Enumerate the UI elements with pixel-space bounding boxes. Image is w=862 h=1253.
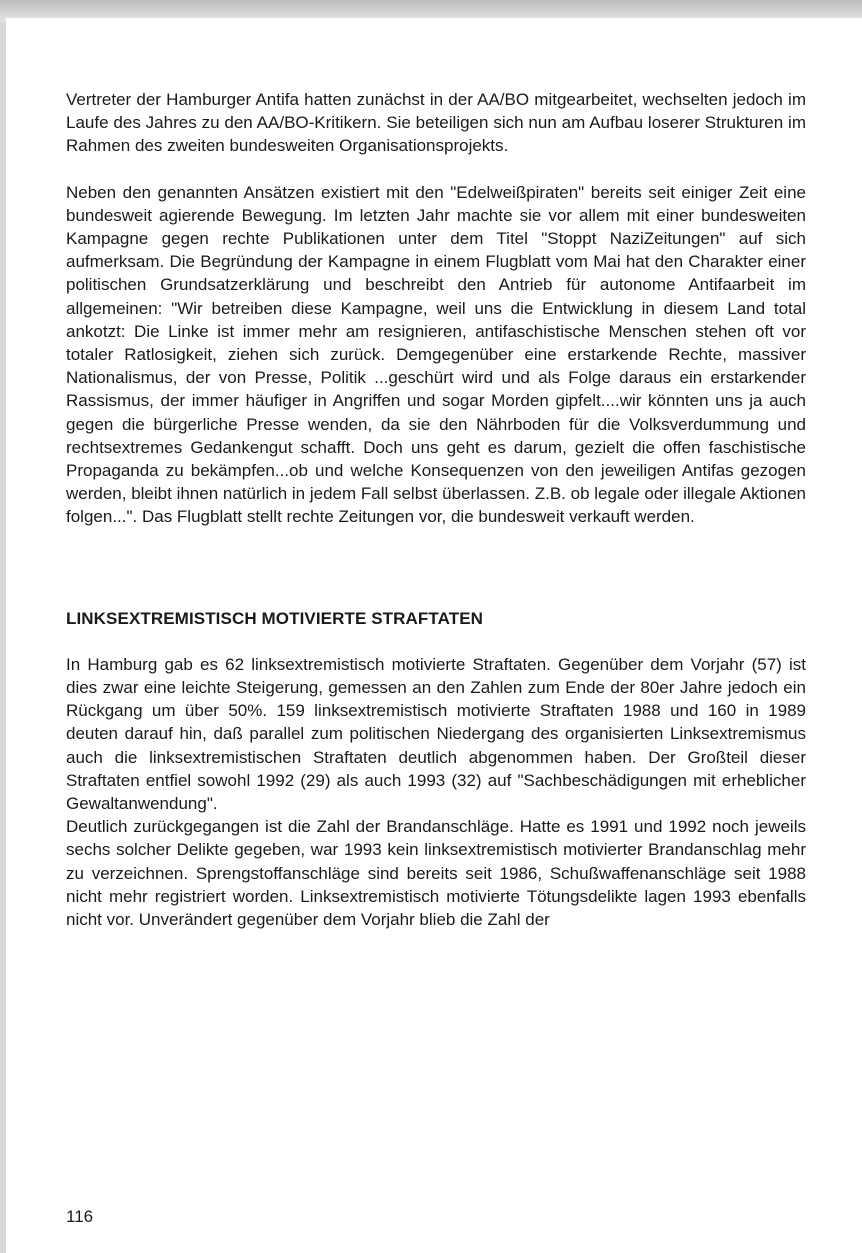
heading-spacer — [66, 630, 806, 653]
document-page — [6, 18, 862, 1253]
paragraph-edelweisspiraten: Neben den genannten Ansätzen existiert mit den "Edelweißpiraten" bereits seit einiger Zeit eine bundesweit agierende Bewegung. Im letzten Jahr machte sie vor allem mit einer bundesweiten Kampagne gegen rechte Publikationen unter dem Titel "Stoppt NaziZeitungen" auf sich aufmerksam. Die Begründung der Kampagne in einem Flugblatt vom Mai hat den Charakter einer politischen Grundsatzerklärung und beschreibt den Antrieb für autonome Antifaarbeit im allgemeinen: "Wir betreiben diese Kampagne, weil uns die Entwicklung in diesem Land total ankotzt: Die Linke ist immer mehr am resignieren, antifaschistische Menschen stehen oft vor totaler Ratlosigkeit, ziehen sich zurück. Demgegenüber eine erstarkende Rechte, massiver Nationalismus, der von Presse, Politik ...geschürt wird und als Folge daraus ein erstarkender Rassismus, der immer häufiger in Angriffen und sogar Morden gipfelt....wir könnten uns ja auch gegen die bürgerliche Presse wenden, da sie den Nährboden für die Volksverdummung und rechtsextremes Gedankengut schafft. Doch uns geht es darum, gezielt die offen faschistische Propaganda zu bekämpfen...ob und welche Konsequenzen von den jeweiligen Antifas gezogen werden, bleibt ihnen natürlich in jedem Fall selbst überlassen. Z.B. ob legale oder illegale Aktionen folgen...". Das Flugblatt stellt rechte Zeitungen vor, die bundesweit verkauft werden. — [66, 182, 806, 527]
section-spacer — [66, 529, 806, 607]
section-heading: LINKSEXTREMISTISCH MOTIVIERTE STRAFTATEN — [66, 608, 484, 628]
page-number: 116 — [66, 1207, 94, 1226]
paragraph-hamburger-antifa: Vertreter der Hamburger Antifa hatten zunächst in der AA/BO mitgearbeitet, wechselten jedoch im Laufe des Jahres zu den AA/BO-Kritikern. Sie beteiligen sich nun am Aufbau loserer Strukturen im Rahmen des zweiten bundesweiten Organisationsprojekts. — [66, 90, 806, 156]
paragraph-brandanschlaege: Deutlich zurückgegangen ist die Zahl der Brandanschläge. Hatte es 1991 und 1992 noch jeweils sechs solcher Delikte gegeben, war 1993 kein linksextremistisch motivierter Brandanschlag mehr zu verzeichnen. Sprengstoffanschläge sind bereits seit 1986, Schußwaffenanschläge seit 1988 nicht mehr registriert worden. Linksextremistisch motivierte Tötungsdelikte lagen 1993 ebenfalls nicht vor. Unverändert gegenüber dem Vorjahr blieb die Zahl der — [66, 817, 806, 930]
paragraph-spacer — [66, 158, 806, 181]
paragraph-straftaten: In Hamburg gab es 62 linksextremistisch motivierte Straftaten. Gegenüber dem Vorjahr (57) ist dies zwar eine leichte Steigerung, gemessen an den Zahlen zum Ende der 80er Jahre jedoch ein Rückgang um über 50%. 159 linksextremistisch motivierte Straftaten 1988 und 160 in 1989 deuten darauf hin, daß parallel zum politischen Niedergang des organisierten Linksextremismus auch die linksextremistischen Straftaten deutlich abgenommen haben. Der Großteil dieser Straftaten entfiel sowohl 1992 (29) als auch 1993 (32) auf "Sachbeschädigungen mit erheblicher Gewaltanwendung". — [66, 654, 806, 814]
page-content — [66, 88, 806, 931]
